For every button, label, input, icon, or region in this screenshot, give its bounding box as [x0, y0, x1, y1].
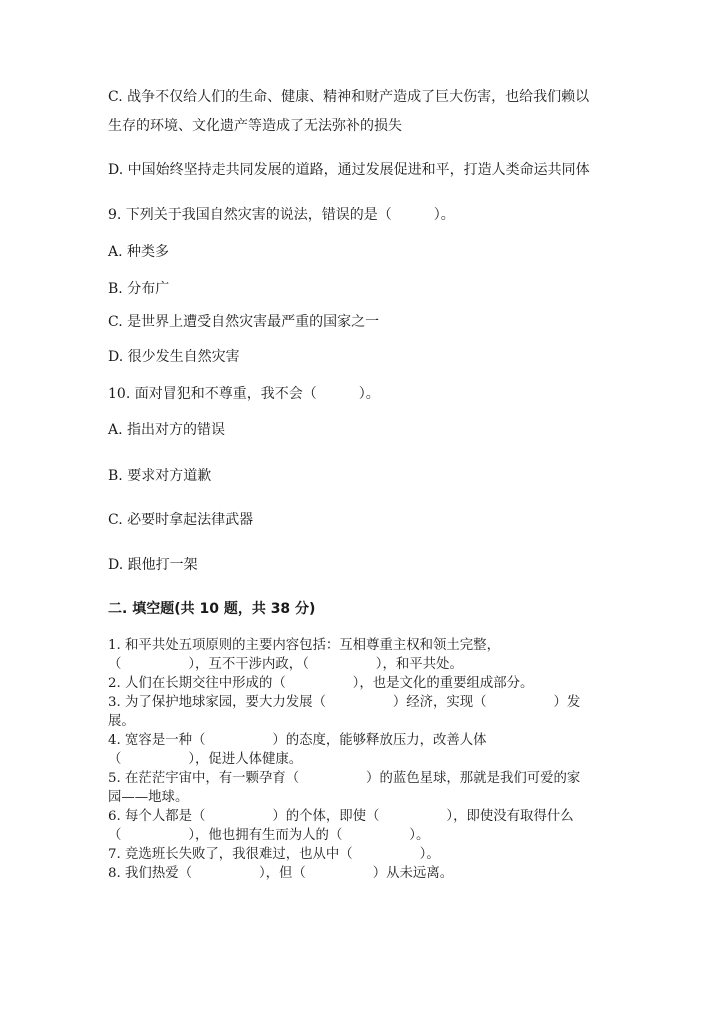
- prev-option-c-line1: C. 战争不仅给人们的生命、健康、精神和财产造成了巨大伤害，也给我们赖以: [108, 89, 590, 105]
- q9-option-b: B. 分布广: [108, 281, 170, 297]
- fill-line: （ ），互不干涉内政，（ ），和平共处。: [108, 657, 463, 672]
- fill-line: 5. 在茫茫宇宙中，有一颗孕育（ ）的蓝色星球，那就是我们可爱的家: [108, 771, 581, 786]
- q9-stem: 9. 下列关于我国自然灾害的说法，错误的是（ ）。: [108, 207, 455, 223]
- fill-line: 园——地球。: [108, 790, 189, 805]
- fill-line: 3. 为了保护地球家园，要大力发展（ ）经济，实现（ ）发: [108, 695, 581, 710]
- fill-line: 7. 竞选班长失败了，我很难过，也从中（ ）。: [108, 847, 440, 862]
- q9-option-c: C. 是世界上遭受自然灾害最严重的国家之一: [108, 314, 380, 330]
- fill-line: （ ），他也拥有生而为人的（ ）。: [108, 828, 430, 843]
- fill-line: 8. 我们热爱（ ），但（ ）从未远离。: [108, 866, 454, 881]
- section-heading: 二. 填空题(共 10 题，共 38 分): [108, 601, 316, 617]
- fill-line: 1. 和平共处五项原则的主要内容包括：互相尊重主权和领土完整，: [108, 638, 500, 653]
- fill-line: 4. 宽容是一种（ ）的态度，能够释放压力，改善人体: [108, 733, 487, 748]
- fill-line: （ ），促进人体健康。: [108, 752, 303, 767]
- q10-option-a: A. 指出对方的错误: [108, 422, 226, 438]
- fill-line: 2. 人们在长期交往中形成的（ ），也是文化的重要组成部分。: [108, 676, 534, 691]
- q10-option-d: D. 跟他打一架: [108, 557, 198, 573]
- q9-option-d: D. 很少发生自然灾害: [108, 349, 240, 365]
- fill-line: 展。: [108, 714, 135, 729]
- q10-option-c: C. 必要时拿起法律武器: [108, 512, 254, 528]
- prev-option-d: D. 中国始终坚持走共同发展的道路，通过发展促进和平，打造人类命运共同体: [108, 162, 590, 178]
- fill-line: 6. 每个人都是（ ）的个体，即使（ ），即使没有取得什么: [108, 809, 574, 824]
- q9-option-a: A. 种类多: [108, 244, 170, 260]
- q10-option-b: B. 要求对方道歉: [108, 468, 212, 484]
- q10-stem: 10. 面对冒犯和不尊重，我不会（ ）。: [108, 386, 380, 402]
- prev-option-c-line2: 生存的环境、文化遗产等造成了无法弥补的损失: [108, 118, 402, 134]
